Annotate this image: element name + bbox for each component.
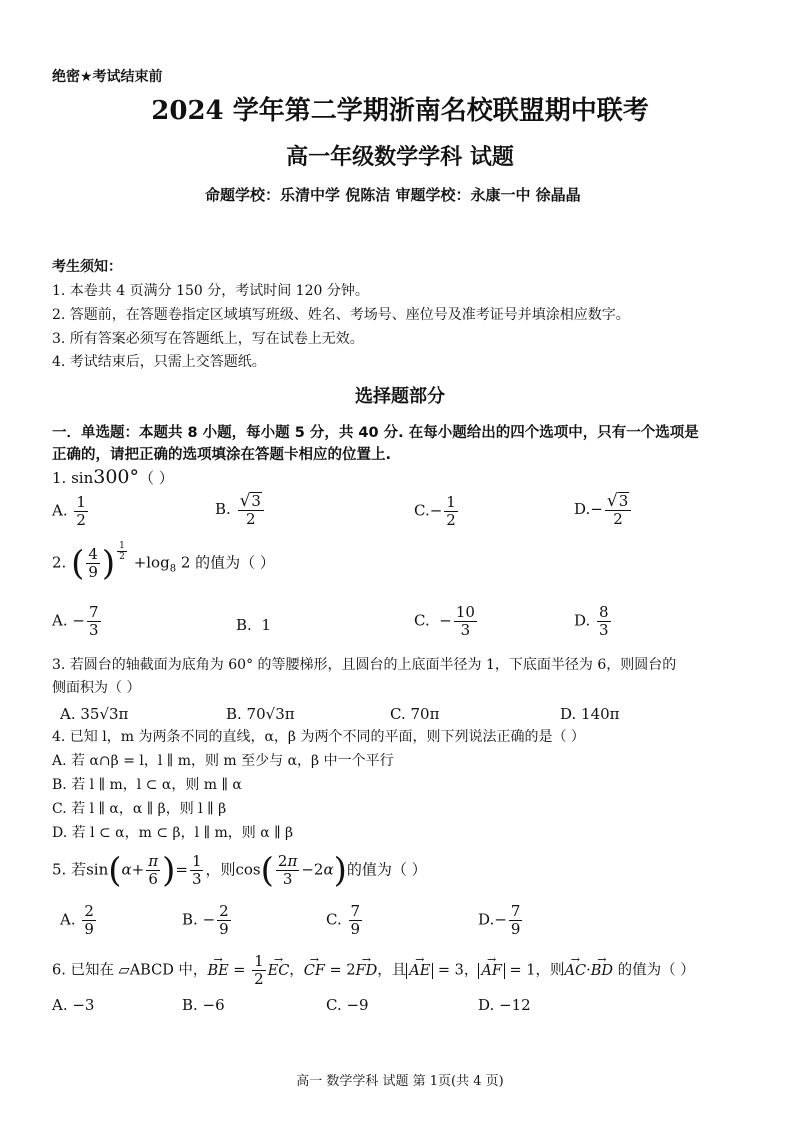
notice-item: 2. 答题前，在答题卷指定区域填写班级、姓名、考场号、座位号及准考证号并填涂相应数字。 [52,307,630,323]
q4-option-c[interactable]: C. 若 l ∥ α，α ∥ β，则 l ∥ β [52,801,227,817]
q4-option-a[interactable]: A. 若 α∩β = l，l ∥ m，则 m 至少与 α，β 中一个平行 [52,753,394,769]
q5-num: 5. 若 [52,860,87,879]
q3-option-b[interactable]: B. 70√3π [226,705,295,723]
q5-mid: ，则 [205,860,236,879]
q1-option-a[interactable]: A. $\frac{1}{2}$ [52,493,86,529]
q5-option-c[interactable]: C. $\frac{7}{9}$ [326,902,361,938]
q6-stem: 6. 已知在 ▱ABCD 中，→ BE = $\frac{1}{2}$ → EC，→ CF = 2→ FD，且→ AE = 3，→ AF = 1，则→ AC·→ BD 的值为（ ） [52,953,695,988]
q1-option-b[interactable]: B. √ 3 2 [215,492,266,528]
notice-item: 1. 本卷共 4 页满分 150 分，考试时间 120 分钟。 [52,283,369,299]
q2-option-c[interactable]: C. − $\frac{10}{3}$ [414,603,475,639]
exam-title: 2024 学年第二学期浙南名校联盟期中联考 [151,96,649,126]
q4-option-d[interactable]: D. 若 l ⊂ α，m ⊂ β，l ∥ m，则 α ∥ β [52,825,294,841]
section-title: 选择题部分 [355,386,445,407]
q2-option-a[interactable]: A. − $\frac{7}{3}$ [52,603,99,639]
q5-suffix: 的值为（ ） [346,860,427,879]
q5-label-d: D. [478,910,495,929]
q2-label-d: D. [574,611,591,630]
q1-stem-suffix: （ ） [139,469,174,487]
notice-heading: 考生须知： [52,259,122,275]
q1-stem-value: 300° [93,466,140,488]
notice-item: 4. 考试结束后，只需上交答题纸。 [52,354,266,370]
q1-label-a: A. [52,501,68,520]
q1-label-d: D. [574,500,591,518]
authors-line: 命题学校：乐清中学 倪陈洁 审题学校：永康一中 徐晶晶 [205,186,581,204]
q2-label-b: B. [236,616,252,634]
q2-stem: 2. ( $\frac{4}{9}$ ) $\frac{1}{2}$ $+\log_8$ 2 的值为（ ） [52,540,275,584]
q2-num: 2. [52,553,67,572]
q1-stem [52,467,174,488]
q3-option-d[interactable]: D. 140π [560,705,620,723]
q6-suffix: 的值为（ ） [617,962,695,979]
q2-option-d[interactable]: D. $\frac{8}{3}$ [574,603,609,639]
q1-label-b: B. [215,500,231,518]
q1-option-d[interactable]: D.− √ 3 2 [574,492,633,528]
q1-option-c[interactable]: C.− $\frac{1}{2}$ [414,493,456,529]
q6-option-b[interactable]: B. −6 [182,996,225,1014]
q2-b-value: 1 [261,616,271,634]
q5-label-c: C. [326,910,342,929]
q2-suffix: 的值为（ ） [195,553,275,572]
q2-option-b[interactable] [236,616,271,634]
q5-stem: 5. 若sin(α+ $\frac{\pi}{6}$ )= $\frac{1}{3}$ ，则cos( $\frac{2\pi}{3}$ −2α)的值为（ ） [52,850,427,891]
q4-stem: 4. 已知 l，m 为两条不同的直线，α，β 为两个不同的平面，则下列说法正确的是（ ） [52,729,585,745]
section-intro-line1: 一．单选题：本题共 8 小题，每小题 5 分，共 40 分. 在每小题给出的四个选项中，只有一个选项是 [52,425,699,441]
q3-option-c[interactable]: C. 70π [390,705,440,723]
q5-option-a[interactable]: A. $\frac{2}{9}$ [60,902,94,938]
q1-label-c: C. [414,501,430,520]
q3-stem-line2: 侧面积为（ ） [52,680,141,696]
q4-option-b[interactable]: B. 若 l ∥ m，l ⊂ α，则 m ∥ α [52,777,242,793]
q5-label-b: B. [182,910,198,929]
secret-label: 绝密★考试结束前 [52,69,163,85]
notice-item: 3. 所有答案必须写在答题纸上，写在试卷上无效。 [52,331,364,347]
q3-stem-line1: 3. 若圆台的轴截面为底角为 60° 的等腰梯形，且圆台的上底面半径为 1，下底面半径为 6，则圆台的 [52,657,677,673]
q5-label-a: A. [60,910,76,929]
q1-stem-prefix: 1. sin [52,469,94,487]
section-intro-line2: 正确的，请把正确的选项填涂在答题卡相应的位置上. [52,447,392,463]
q6-option-c[interactable]: C. −9 [326,996,369,1014]
exam-subtitle: 高一年级数学学科 试题 [286,144,514,170]
page-footer: 高一 数学学科 试题 第 1页(共 4 页) [296,1074,504,1089]
q6-prefix: 6. 已知在 ▱ABCD 中， [52,962,208,979]
q2-label-c: C. [414,611,430,630]
q6-option-d[interactable]: D. −12 [478,996,531,1014]
q6-option-a[interactable]: A. −3 [52,996,95,1014]
q5-option-d[interactable]: D.− $\frac{7}{9}$ [478,902,521,938]
q2-label-a: A. [52,611,68,630]
q5-option-b[interactable]: B. − $\frac{2}{9}$ [182,902,229,938]
q3-option-a[interactable]: A. 35√3π [60,705,129,723]
